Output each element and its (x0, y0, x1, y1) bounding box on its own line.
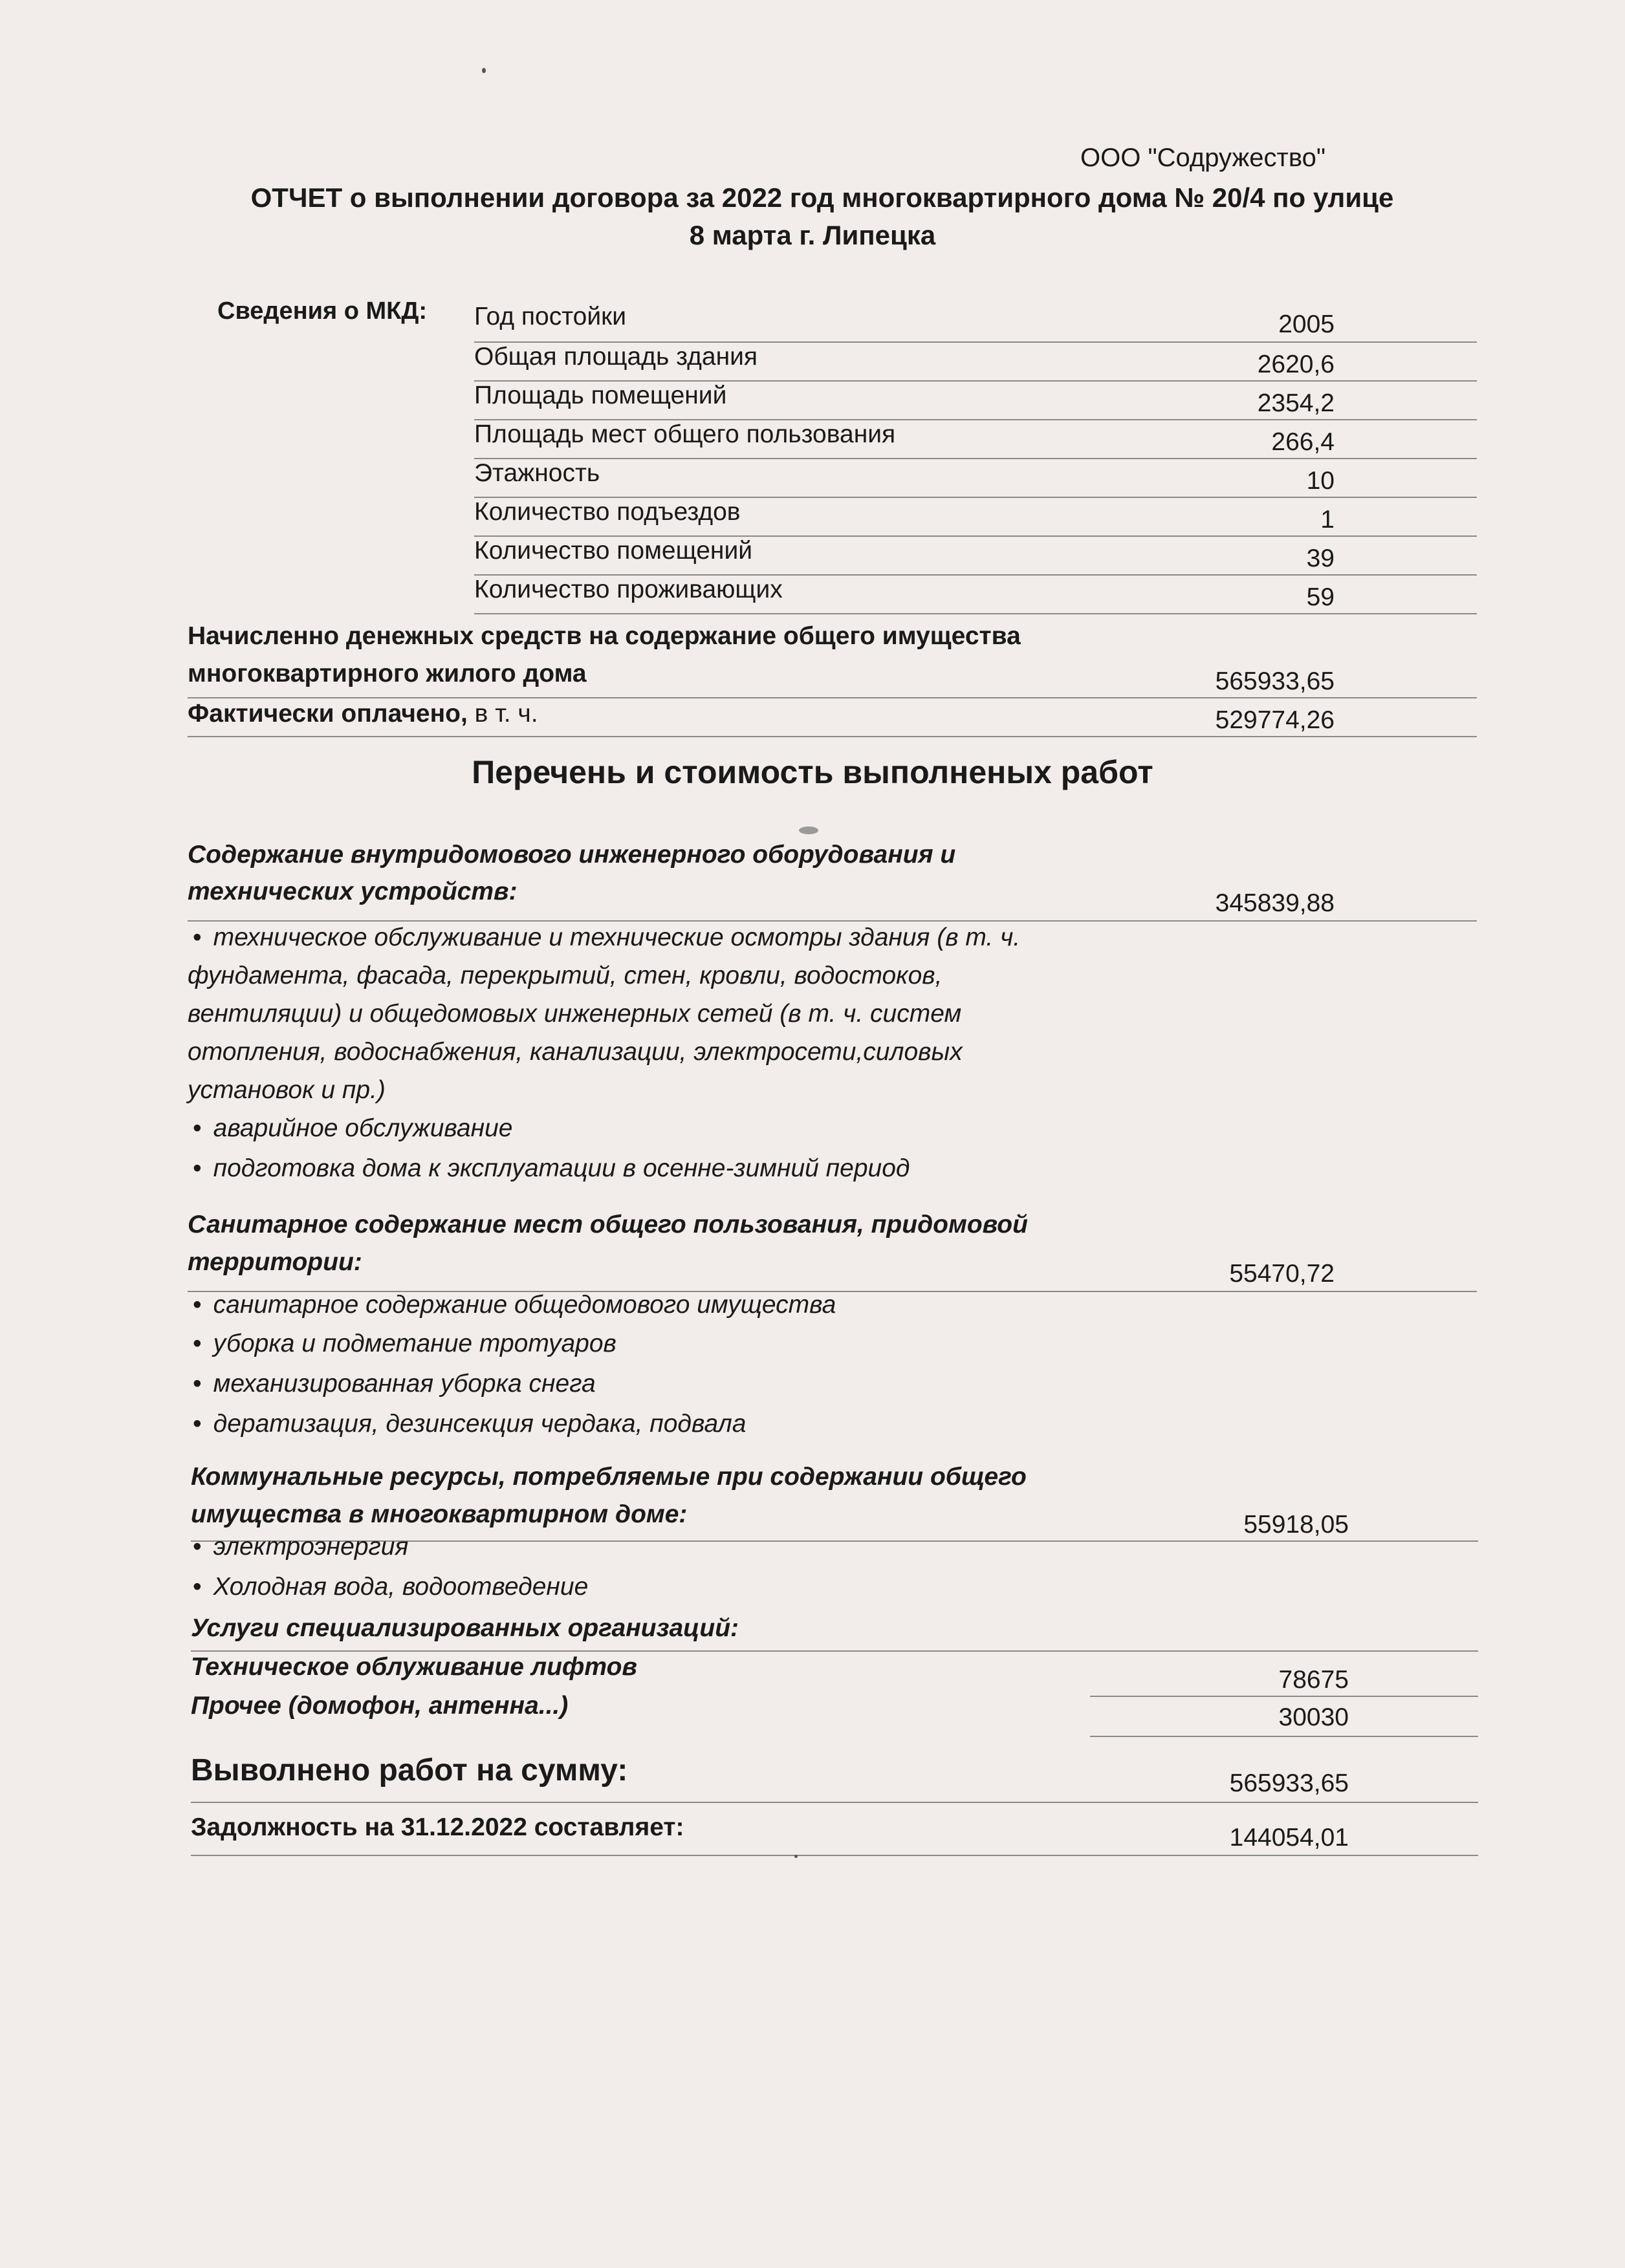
other-value-cell (1090, 1696, 1478, 1737)
mkd-row (474, 458, 1477, 498)
paid-label (188, 700, 538, 728)
paid-label-bold: Фактически оплачено, (188, 700, 468, 728)
mkd-row (474, 497, 1477, 537)
mkd-row-value: 1 (1320, 506, 1335, 534)
section1-title-line2: технических устройств: (188, 878, 518, 905)
total-label: Выволнено работ на сумму: (191, 1753, 628, 1787)
section1-value: 345839,88 (1215, 889, 1335, 917)
mkd-row-label: Количество помещений (474, 537, 753, 565)
section1-bullet-cont: установок и пр.) (188, 1076, 386, 1104)
mkd-row-value: 2354,2 (1257, 389, 1335, 417)
other-value: 30030 (1278, 1703, 1349, 1731)
mkd-row-label: Количество проживающих (474, 576, 783, 603)
scan-speck (794, 1855, 798, 1858)
lifts-label: Техническое облуживание лифтов (191, 1653, 637, 1681)
mkd-row-value: 39 (1306, 545, 1335, 572)
section2-bullet: • механизированная уборка снега (193, 1370, 596, 1398)
works-heading: Перечень и стоимость выполненых работ (472, 754, 1153, 790)
scan-smudge (799, 826, 818, 834)
section3-value: 55918,05 (1243, 1511, 1349, 1539)
charged-label-line2: многоквартирного жилого дома (188, 660, 587, 687)
section3-bullet: • Холодная вода, водоотведение (193, 1573, 589, 1601)
paid-row (188, 697, 1477, 737)
special-heading-row (191, 1612, 1478, 1652)
report-title-line2: 8 марта г. Липецка (689, 220, 936, 250)
mkd-row-value: 266,4 (1271, 428, 1335, 456)
mkd-row-value: 59 (1306, 583, 1335, 611)
lifts-value: 78675 (1278, 1666, 1349, 1694)
section3-title-line2: имущества в многоквартирном доме: (191, 1500, 688, 1528)
mkd-row (474, 380, 1477, 420)
total-value: 565933,65 (1229, 1769, 1349, 1797)
charged-label-line1: Начисленно денежных средств на содержание общего имущества (188, 622, 1021, 650)
section2-row (188, 1247, 1477, 1292)
special-heading: Услуги специализированных организаций: (191, 1614, 739, 1642)
lifts-value-cell (1090, 1656, 1478, 1697)
section2-value: 55470,72 (1229, 1260, 1335, 1288)
total-row (191, 1753, 1478, 1803)
mkd-row-value: 10 (1306, 467, 1335, 495)
paid-label-rest: в т. ч. (467, 700, 538, 728)
debt-label: Задолжность на 31.12.2022 составляет: (191, 1813, 684, 1841)
section1-title-line1: Содержание внутридомового инженерного оборудования и (188, 841, 956, 869)
section1-bullet-cont: фундамента, фасада, перекрытий, стен, кровли, водостоков, (188, 962, 943, 989)
mkd-row (474, 303, 1477, 343)
section1-bullet-cont: отопления, водоснабжения, канализации, электросети,силовых (188, 1038, 963, 1066)
section1-bullet: • подготовка дома к эксплуатации в осенне-зимний период (193, 1154, 910, 1182)
mkd-row-value: 2620,6 (1257, 351, 1335, 378)
mkd-row-label: Площадь помещений (474, 382, 727, 409)
report-title-line1: ОТЧЕТ о выполнении договора за 2022 год многоквартирного дома № 20/4 по улице (250, 182, 1394, 213)
section3-bullet: • электроэнергия (193, 1533, 409, 1561)
section1-row (188, 876, 1477, 922)
mkd-row (474, 419, 1477, 459)
section3-title-line1: Коммунальные ресурсы, потребляемые при содержании общего (191, 1463, 1027, 1491)
mkd-row-label: Площадь мест общего пользования (474, 420, 896, 448)
section1-bullet-cont: вентиляции) и общедомовых инженерных сетей (в т. ч. систем (188, 1000, 962, 1028)
mkd-row-label: Этажность (474, 459, 600, 487)
mkd-row-value: 2005 (1278, 310, 1335, 338)
debt-row (191, 1811, 1478, 1856)
charged-row (188, 658, 1477, 698)
charged-value: 565933,65 (1215, 667, 1335, 695)
mkd-row (474, 535, 1477, 576)
paid-value: 529774,26 (1215, 706, 1335, 734)
mkd-row (474, 574, 1477, 614)
section2-bullet: • санитарное содержание общедомового имущества (193, 1291, 836, 1319)
section2-title-line1: Санитарное содержание мест общего пользования, придомовой (188, 1211, 1028, 1238)
section1-bullet: • техническое обслуживание и технические осмотры здания (в т. ч. (193, 923, 1021, 951)
other-label: Прочее (домофон, антенна...) (191, 1692, 569, 1720)
mkd-row-label: Общая площадь здания (474, 343, 758, 371)
mkd-row-label: Количество подъездов (474, 498, 741, 526)
section2-bullet: • уборка и подметание тротуаров (193, 1330, 616, 1357)
mkd-row (474, 341, 1477, 382)
mkd-row-label: Год постойки (474, 303, 626, 330)
section2-bullet: • дератизация, дезинсекция чердака, подвала (193, 1410, 747, 1438)
debt-value: 144054,01 (1229, 1824, 1349, 1852)
organization-name: ООО "Содружество" (1080, 144, 1326, 172)
mkd-info-label: Сведения о МКД: (217, 297, 428, 325)
section1-bullet: • аварийное обслуживание (193, 1114, 513, 1142)
section2-title-line2: территории: (188, 1248, 362, 1276)
scan-speck (482, 68, 486, 73)
